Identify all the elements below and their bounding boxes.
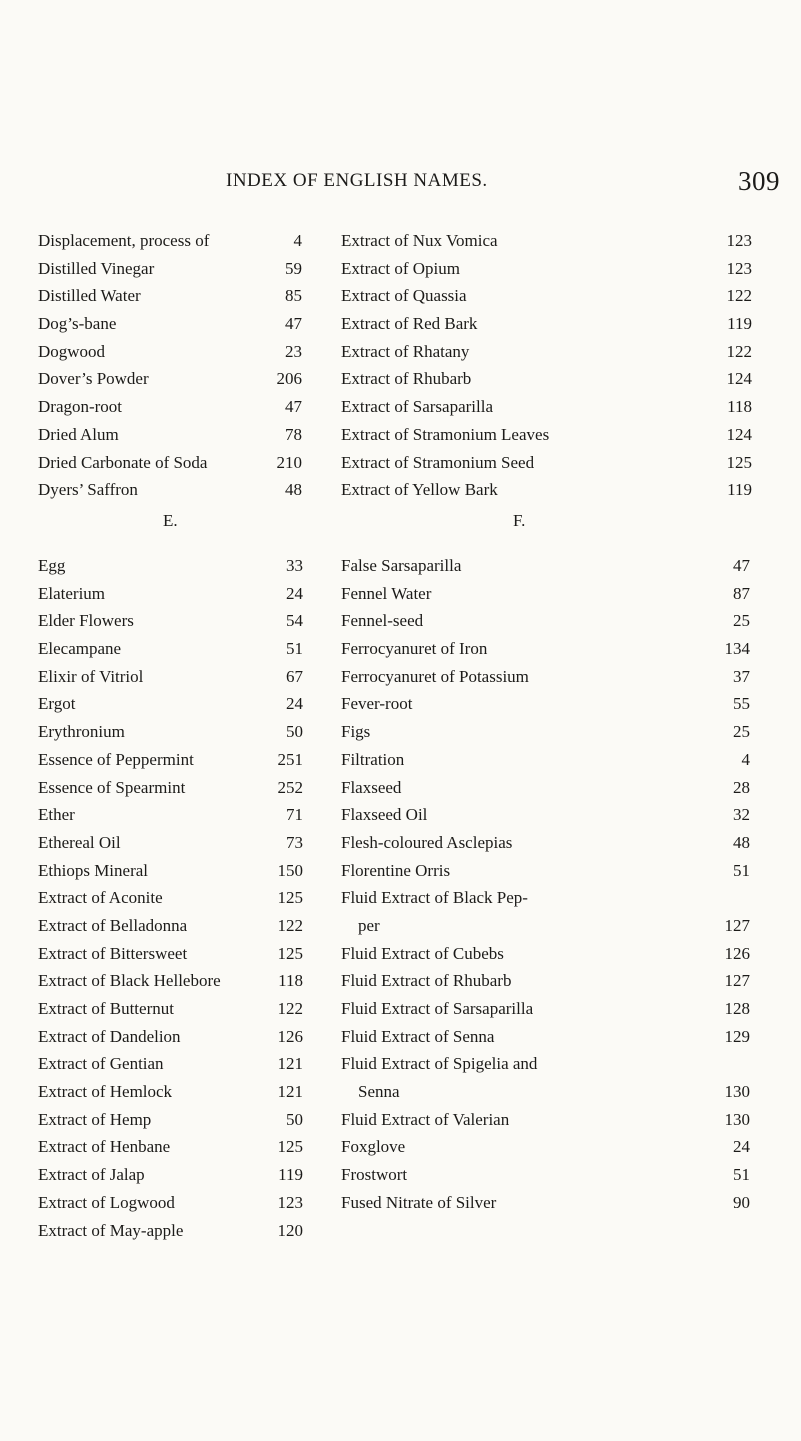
index-entry — [341, 690, 750, 718]
entry-page-number: 122 — [277, 915, 303, 935]
entry-name: Fennel Water — [341, 583, 432, 603]
entry-page-number: 48 — [285, 480, 302, 500]
entry-page-number: 119 — [727, 480, 752, 500]
entry-page-number: 125 — [277, 888, 303, 908]
entry-name: Extract of Jalap — [38, 1165, 145, 1185]
entry-name: Displacement, process of — [38, 231, 210, 250]
entry-page-number: 73 — [286, 832, 303, 852]
entry-page-number: 23 — [285, 341, 302, 361]
index-entry — [38, 310, 302, 338]
entry-name: Extract of Rhatany — [341, 341, 470, 361]
index-column-top-right — [341, 227, 752, 504]
entry-name: Dried Alum — [38, 424, 119, 444]
entry-name: Dried Carbonate of Soda — [38, 452, 208, 472]
index-column-top-left — [38, 227, 302, 504]
entry-page-number: 51 — [733, 1165, 750, 1185]
entry-name: Extract of Bittersweet — [38, 943, 188, 963]
entry-name: Extract of Quassia — [341, 286, 467, 306]
entry-name: Egg — [38, 556, 66, 575]
entry-name: Extract of Hemlock — [38, 1082, 173, 1102]
index-entry — [38, 255, 302, 283]
entry-name: Ferrocyanuret of Iron — [341, 639, 488, 659]
entry-name: Ergot — [38, 694, 76, 714]
entry-name: Dog’s-bane — [38, 314, 117, 334]
index-entry — [38, 338, 302, 366]
index-entry — [38, 1217, 303, 1245]
entry-page-number: 122 — [277, 999, 303, 1018]
entry-name: Extract of Nux Vomica — [341, 231, 498, 250]
entry-name: Ethiops Mineral — [38, 860, 149, 880]
page-number: 309 — [738, 166, 780, 196]
entry-name: Extract of Butternut — [38, 999, 174, 1018]
index-entry — [341, 1133, 750, 1161]
index-entry — [38, 801, 303, 829]
index-entry — [38, 449, 302, 477]
entry-page-number: 67 — [286, 666, 303, 686]
index-entry — [38, 607, 303, 635]
entry-page-number: 24 — [286, 583, 303, 603]
entry-name: Elder Flowers — [38, 611, 134, 631]
index-entry — [38, 690, 303, 718]
index-entry — [38, 393, 302, 421]
entry-page-number: 126 — [724, 943, 750, 963]
entry-name: Erythronium — [38, 722, 125, 742]
index-entry — [341, 1023, 750, 1051]
index-entry — [341, 884, 750, 912]
index-entry — [341, 967, 750, 995]
entry-page-number: 4 — [741, 749, 750, 769]
index-entry — [341, 552, 750, 580]
entry-name: per — [358, 915, 380, 935]
entry-name: Dyers’ Saffron — [38, 480, 138, 500]
entry-name: Fluid Extract of Cubebs — [341, 943, 504, 963]
entry-page-number: 134 — [724, 639, 750, 659]
index-column-bottom-left — [38, 552, 303, 1244]
entry-page-number: 124 — [726, 369, 752, 389]
index-column-bottom-right — [341, 552, 750, 1217]
entry-name: Ether — [38, 805, 75, 825]
entry-page-number: 206 — [276, 369, 302, 389]
index-entry — [38, 995, 303, 1023]
index-entry — [341, 310, 752, 338]
entry-name: Filtration — [341, 749, 405, 769]
page-title: INDEX OF ENGLISH NAMES. — [226, 170, 488, 191]
entry-page-number: 252 — [277, 777, 303, 797]
entry-name: Distilled Water — [38, 286, 141, 306]
index-entry — [341, 338, 752, 366]
entry-name: Florentine Orris — [341, 860, 451, 880]
entry-page-number: 54 — [286, 611, 303, 631]
entry-name: Fused Nitrate of Silver — [341, 1192, 497, 1212]
entry-name: Fluid Extract of Senna — [341, 1026, 495, 1046]
index-entry — [38, 1106, 303, 1134]
index-entry — [38, 1078, 303, 1106]
entry-page-number: 48 — [733, 832, 750, 852]
index-entry — [341, 580, 750, 608]
entry-page-number: 51 — [286, 639, 303, 659]
index-entry — [38, 829, 303, 857]
entry-name: Dogwood — [38, 341, 106, 361]
entry-name: Extract of Opium — [341, 258, 460, 278]
entry-name: Extract of Henbane — [38, 1137, 171, 1157]
entry-name: Elixir of Vitriol — [38, 666, 144, 686]
entry-name: Extract of Logwood — [38, 1192, 175, 1212]
entry-page-number: 51 — [733, 860, 750, 880]
entry-page-number: 78 — [285, 424, 302, 444]
entry-page-number: 127 — [724, 971, 750, 991]
entry-name: False Sarsaparilla — [341, 556, 462, 575]
entry-page-number: 122 — [726, 341, 752, 361]
entry-name: Ferrocyanuret of Potassium — [341, 666, 529, 686]
entry-page-number: 124 — [726, 424, 752, 444]
entry-page-number: 50 — [286, 722, 303, 742]
entry-name: Extract of Stramonium Leaves — [341, 424, 550, 444]
index-entry — [38, 746, 303, 774]
index-entry — [341, 476, 752, 504]
index-entry — [341, 940, 750, 968]
entry-page-number: 128 — [724, 999, 750, 1018]
entry-name: Essence of Peppermint — [38, 749, 194, 769]
entry-page-number: 59 — [285, 258, 302, 278]
entry-page-number: 123 — [277, 1192, 303, 1212]
index-entry — [341, 635, 750, 663]
entry-page-number: 25 — [733, 722, 750, 742]
index-entry — [38, 967, 303, 995]
entry-page-number: 90 — [733, 1192, 750, 1212]
entry-name: Dover’s Powder — [38, 369, 149, 389]
index-entry — [38, 774, 303, 802]
entry-page-number: 24 — [733, 1137, 750, 1157]
entry-page-number: 37 — [733, 666, 750, 686]
entry-name: Extract of Belladonna — [38, 915, 188, 935]
index-entry — [341, 1106, 750, 1134]
index-entry — [38, 580, 303, 608]
entry-name: Flaxseed Oil — [341, 805, 428, 825]
entry-page-number: 71 — [286, 805, 303, 825]
entry-name: Fluid Extract of Black Pep- — [341, 888, 528, 908]
entry-page-number: 25 — [733, 611, 750, 631]
index-entry — [38, 1161, 303, 1189]
entry-name: Fever-root — [341, 694, 413, 714]
entry-name: Foxglove — [341, 1137, 406, 1157]
entry-name: Fluid Extract of Sarsaparilla — [341, 999, 534, 1018]
index-entry — [341, 912, 750, 940]
entry-page-number: 47 — [733, 556, 750, 575]
entry-page-number: 47 — [285, 314, 302, 334]
entry-name: Dragon-root — [38, 397, 123, 417]
index-entry — [341, 393, 752, 421]
section-letter-e: E. — [163, 511, 178, 530]
entry-page-number: 125 — [277, 943, 303, 963]
index-entry — [341, 718, 750, 746]
index-entry — [341, 829, 750, 857]
entry-name: Frostwort — [341, 1165, 408, 1185]
index-entry — [341, 449, 752, 477]
entry-page-number: 47 — [285, 397, 302, 417]
entry-page-number: 127 — [724, 915, 750, 935]
entry-page-number: 130 — [724, 1109, 750, 1129]
index-entry — [341, 1050, 750, 1078]
index-entry — [38, 1050, 303, 1078]
entry-name: Extract of Stramonium Seed — [341, 452, 535, 472]
entry-page-number: 123 — [726, 231, 752, 250]
entry-page-number: 122 — [726, 286, 752, 306]
entry-page-number: 24 — [286, 694, 303, 714]
entry-name: Extract of Rhubarb — [341, 369, 472, 389]
index-entry — [38, 663, 303, 691]
entry-name: Fluid Extract of Spigelia and — [341, 1054, 538, 1074]
entry-page-number: 125 — [277, 1137, 303, 1157]
entry-name: Extract of Dandelion — [38, 1026, 181, 1046]
entry-name: Flaxseed — [341, 777, 402, 797]
index-entry — [341, 801, 750, 829]
index-entry — [341, 995, 750, 1023]
entry-page-number: 55 — [733, 694, 750, 714]
entry-name: Flesh-coloured Asclepias — [341, 832, 513, 852]
index-entry — [38, 857, 303, 885]
index-entry — [341, 1078, 750, 1106]
entry-page-number: 50 — [286, 1109, 303, 1129]
entry-page-number: 120 — [277, 1220, 303, 1240]
entry-page-number: 119 — [727, 314, 752, 334]
entry-page-number: 32 — [733, 805, 750, 825]
entry-page-number: 28 — [733, 777, 750, 797]
entry-name: Extract of Aconite — [38, 888, 163, 908]
index-entry — [38, 1023, 303, 1051]
entry-page-number: 210 — [276, 452, 302, 472]
index-entry — [341, 663, 750, 691]
index-entry — [341, 421, 752, 449]
entry-name: Elaterium — [38, 583, 106, 603]
entry-page-number: 150 — [277, 860, 303, 880]
index-entry — [38, 1133, 303, 1161]
index-entry — [38, 884, 303, 912]
index-entry — [341, 255, 752, 283]
index-entry — [38, 1189, 303, 1217]
index-entry — [38, 227, 302, 255]
section-letter-f: F. — [513, 511, 526, 530]
entry-page-number: 129 — [724, 1026, 750, 1046]
entry-page-number: 119 — [278, 1165, 303, 1185]
entry-name: Extract of Gentian — [38, 1054, 164, 1074]
entry-page-number: 118 — [727, 397, 752, 417]
index-entry — [38, 552, 303, 580]
index-entry — [341, 746, 750, 774]
index-entry — [341, 1189, 750, 1217]
entry-page-number: 85 — [285, 286, 302, 306]
index-entry — [341, 857, 750, 885]
entry-page-number: 33 — [286, 556, 303, 575]
entry-page-number: 87 — [733, 583, 750, 603]
entry-page-number: 121 — [277, 1082, 303, 1102]
entry-page-number: 130 — [724, 1082, 750, 1102]
entry-name: Distilled Vinegar — [38, 258, 155, 278]
entry-page-number: 4 — [293, 231, 302, 250]
index-entry — [38, 635, 303, 663]
index-entry — [38, 421, 302, 449]
entry-name: Extract of Yellow Bark — [341, 480, 498, 500]
index-entry — [341, 227, 752, 255]
entry-name: Extract of Hemp — [38, 1109, 152, 1129]
index-entry — [38, 365, 302, 393]
entry-name: Extract of Red Bark — [341, 314, 478, 334]
index-entry — [38, 476, 302, 504]
index-entry — [341, 282, 752, 310]
index-entry — [38, 912, 303, 940]
entry-name: Extract of Sarsaparilla — [341, 397, 493, 417]
index-entry — [341, 365, 752, 393]
index-entry — [38, 940, 303, 968]
index-entry — [38, 282, 302, 310]
entry-name: Figs — [341, 722, 371, 742]
entry-page-number: 123 — [726, 258, 752, 278]
index-entry — [341, 1161, 750, 1189]
entry-name: Extract of May-apple — [38, 1220, 184, 1240]
index-entry — [38, 718, 303, 746]
index-entry — [341, 774, 750, 802]
entry-name: Senna — [358, 1082, 400, 1102]
entry-page-number: 125 — [726, 452, 752, 472]
entry-page-number: 126 — [277, 1026, 303, 1046]
entry-page-number: 121 — [277, 1054, 303, 1074]
entry-page-number: 251 — [277, 749, 303, 769]
entry-name: Extract of Black Hellebore — [38, 971, 221, 991]
entry-name: Elecampane — [38, 639, 122, 659]
entry-name: Fluid Extract of Rhubarb — [341, 971, 512, 991]
index-entry — [341, 607, 750, 635]
entry-name: Ethereal Oil — [38, 832, 121, 852]
entry-name: Fennel-seed — [341, 611, 424, 631]
entry-name: Fluid Extract of Valerian — [341, 1109, 510, 1129]
entry-page-number: 118 — [278, 971, 303, 991]
entry-name: Essence of Spearmint — [38, 777, 186, 797]
page-header — [0, 168, 801, 198]
